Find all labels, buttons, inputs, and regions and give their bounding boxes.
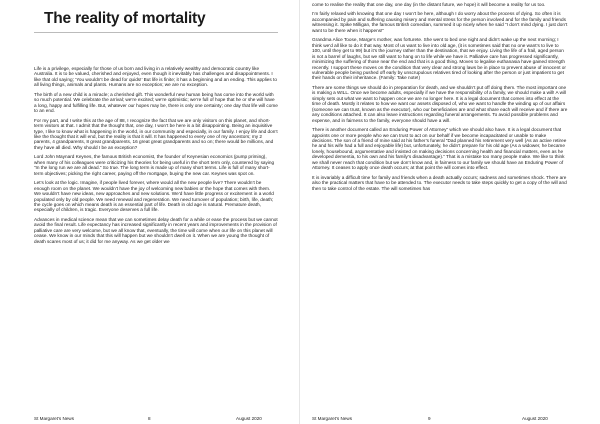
paragraph: Advances in medical science mean that we can sometimes delay death for a while or ease the process but we cannot avoid the final result. Life expectancy has increased significantly in recent years and improvements in the provision of palliative care are very welcome, but we all know that, eventually, the time will come when our life on this planet will cease. We know in our minds that this will happen but we shouldn’t dwell on it. When we are young the thought of death scares most of us; it did for me anyway. As we get older we — [34, 216, 278, 244]
page-right — [300, 0, 600, 424]
footer-page-number: 9 — [428, 416, 431, 421]
paragraph: For my part, and I write this at the age of 88, I recognize the fact that we are only visitors on this planet, and short-term visitors at that. I admit that the thought that, one day, I won’t be here is a bit disappointing. Being an inquisitive type, I like to know what is happening in the world, in our community and especially, in our family. I enjoy life and don’t like the thought that it will end, but the reality is that it will. It has happened to every one of my ancestors; my 2 parents, 4 grandparents, 8 great grandparents, 16 great great grandparents and so on; there would be millions, and they have all died. Why should I be an exception? — [34, 117, 278, 150]
paragraph: Life is a privilege, especially for those of us born and living in a relatively wealthy and democratic country like Australia. It is to be valued, cherished and enjoyed, even though it inevitably has challenges and disappointments. I like that old saying; ‘You wouldn’t be dead for quids!’ But life is finite; it has a beginning and an ending. This applies to all living things, animals and plants. Humans are no exception; we are no exception. — [34, 66, 277, 88]
right-column — [312, 2, 568, 397]
paragraph: The birth of a new child is a miracle; a cherished gift. This wonderful new human being has come into the world with so much potential. We celebrate the arrival; we’re excited; we’re optimistic; we’re full of hope that he or she will have a long, happy and fulfilling life. But, whatever our hopes may be, there is only one certainty; one day that life will come to an end. — [34, 91, 278, 114]
footer-publication: St Margaret’s News — [312, 416, 352, 421]
paragraph: Grandma Alice Toose, Marge’s mother, was forturete. She went to bed one night and didn’t wake up the next morning; I think we’d all like to do it that way. Most of us want to live into old age, (it is sometimes said that no one want’s to live to 100, until they get to 99) but it’s the journey rather than the destination, that we enjoy. Living the life of a frail, aged person is not a barrel of laughs, but we still want to hang on to life while we have it. Palliative care has progressed significantly, minimizing the suffering of those near the end and that is a good thing. Moves to legalise euthanasia have gained strength recently. I support these moves on the condition that very clear and strong laws be in place to prevent abuse of innocent or vulnerable people being pushed off early by unscrupulous relatives tired of looking after the person or just impatient to get their hands on their inheritance. (Family: Take note!) — [312, 37, 566, 81]
footer-date: August 2020 — [236, 416, 262, 421]
paragraph: There is another document called an Enduring Power of Attorney” which we should also have. It is a legal document that appoints one or more people who we can trust to act on our behalf if we become incapacitated or unable to make decisions. The son of a friend of mine said at his father’s funeral “Dad planned his retirement very well (As an active retiree he and his wife had a full and enjoyable life) but, unfortunately, he didn’t prepare for his old age (As a widower, he became lonely, housebound, argumentative and insisted on making decisions concerning health and financial matters, even as he developed dementia, to his own and his family’s disadvantage).” That is a mistake too many people make. We like to think we shall never reach that condition but we don’t know and, in fairness to our family we should have an Enduring Power of Attorney. It ceases to apply once death occurs; at that point the will comes into effect. — [312, 127, 567, 171]
footer-publication: St Margaret’s News — [34, 416, 74, 421]
paragraph: come to realise the reality that one day, one day (in the distant future, we hope) it will become a reality for us too. — [312, 2, 546, 7]
paragraph: There are some things we should do in preparation for death, and we shouldn’t put off doing them. The most important one is making a WILL. Once we become adults, especially if we have the responsibility of a family, we should make a will! A will simply sets out what we want to happen once we are no longer here. It is a legal document that comes into effect at the time of death. Mostly it relates to how we want our assets disposed of, who we want to handle the winding up of our affairs (someone we can trust, known as the executor), who our beneficiaries are and what share each will receive and if there are any conditions attached. It can also leave instructions regarding funeral arrangements. To avoid possible problems and expense, and in fairness to the family, everyone should have a will. — [312, 84, 568, 123]
paragraph: Let’s look at the logic. Imagine, if people lived forever, where would all the new people live? There wouldn’t be enough room on the planet. We wouldn’t have the joy of welcoming new babies or the hope that comes with them. We wouldn’t have new ideas, new approaches and new solutions. We’d have little progress or excitement in a world populated only by old people. We need renewal and regeneration. We need turnover of population; birth, life, death; the cycle goes on which means death is an essential part of life. Death in old age is natural. Premature death, especially of children, is tragic. Everyone deserves a full life. — [34, 180, 274, 213]
paragraph: I’m fairly relaxed with knowing that one day I won’t be here, although I do worry about the process of dying. So often it is accompanied by pain and suffering causing misery and mental stress for the person involved and for the family and friends witnessing it. Spike Milligan, the famous British comedian, summed it up nicely when he said “I don’t mind dying. I just don’t want to be there when it happens!” — [312, 11, 568, 33]
paragraph: Lord John Maynard Keynes, the famous British economist, the founder of Keynesian economics (pump priming), when many of his colleagues were criticizing his theories for being useful in the short term only, countered by saying “In the long run we are all dead.” So true. The long term is made up of many short terms. Life is full of many short-term objectives; picking the right career, paying off the mortgage, buying the new car. Keynes was spot on. — [34, 154, 275, 176]
article-title: The reality of mortality — [44, 10, 206, 27]
footer-date: August 2020 — [522, 416, 548, 421]
title-rule — [34, 32, 278, 33]
paragraph: It is invariably a difficult time for family and friends when a death actually occurs; sadness and sometimes shock. There are also the practical matters that have to be attended to. The executor needs to take steps quickly to get a copy of the will and then to take control of the estate. The will sometimes has — [312, 174, 567, 191]
left-column — [34, 66, 278, 396]
footer-page-number: 8 — [148, 416, 151, 421]
